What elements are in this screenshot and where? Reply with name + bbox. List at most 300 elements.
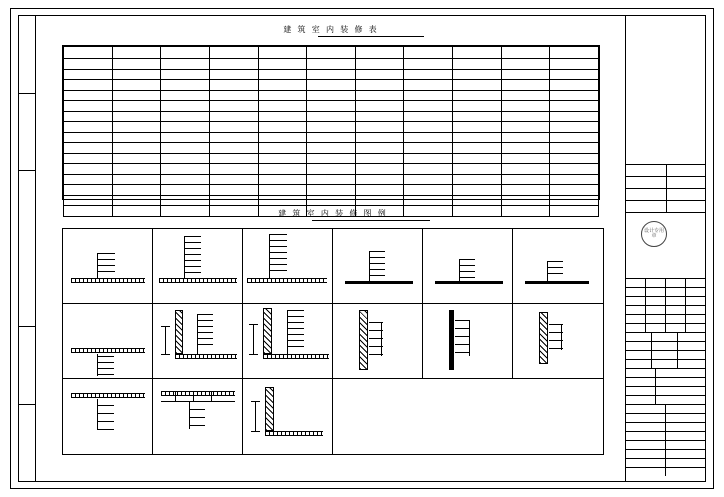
leader-line: [97, 399, 98, 429]
table-header-cell: [209, 47, 258, 59]
leader-line: [459, 259, 475, 260]
table-row: [64, 101, 599, 112]
table-cell: [209, 80, 258, 91]
table-cell: [161, 164, 210, 175]
title-block-cell-divider: [655, 387, 656, 395]
title-block-cell-divider: [665, 315, 666, 323]
table-row: [64, 132, 599, 143]
table-cell: [64, 153, 113, 164]
table-row: [64, 164, 599, 175]
title-block-cell-divider: [665, 423, 666, 431]
leader-line: [369, 354, 383, 355]
table-cell: [64, 164, 113, 175]
table-cell: [404, 101, 453, 112]
title-block-cell-divider: [645, 279, 646, 287]
title-block-cell-divider: [685, 315, 686, 323]
table-cell: [307, 90, 356, 101]
wall-hatch: [265, 387, 274, 431]
leader-line: [369, 330, 383, 331]
title-block-cell-divider: [665, 468, 666, 476]
table-cell: [501, 59, 550, 70]
band-tick: [18, 93, 36, 94]
leader-line: [287, 340, 304, 341]
table-row: [64, 185, 599, 196]
table-cell: [161, 206, 210, 217]
leader-line: [547, 261, 548, 281]
leader-line: [549, 340, 563, 341]
detail-wall-base: [243, 379, 333, 454]
leader-line: [97, 265, 115, 266]
title-block-row: [625, 413, 705, 422]
legend-title-underline: [312, 220, 430, 221]
title-block-cell-divider: [645, 324, 646, 332]
table-cell: [258, 132, 307, 143]
leader-line: [269, 264, 287, 265]
table-cell: [258, 164, 307, 175]
table-cell: [404, 206, 453, 217]
table-cell: [112, 122, 161, 133]
table-header-cell: [258, 47, 307, 59]
title-block-cell-divider: [665, 279, 666, 287]
table-cell: [501, 174, 550, 185]
title-block-cell-divider: [665, 288, 666, 296]
leader-line: [269, 258, 287, 259]
dimension-tick: [249, 354, 258, 355]
title-block-cell-divider: [665, 414, 666, 422]
table-cell: [307, 195, 356, 206]
leader-line: [197, 314, 213, 315]
table-cell: [453, 132, 502, 143]
detail-floor-4: [63, 304, 153, 378]
wall-hatch: [263, 308, 272, 354]
dimension-line: [165, 326, 166, 354]
table-header-cell: [161, 47, 210, 59]
title-block-cell-divider: [655, 369, 656, 377]
table-row: [64, 195, 599, 206]
table-cell: [161, 195, 210, 206]
leader-line: [184, 254, 201, 255]
title-block-row: [625, 422, 705, 431]
table-cell: [550, 69, 599, 80]
leader-line: [561, 324, 562, 350]
leader-line: [369, 322, 383, 323]
title-block-cell-divider: [665, 405, 666, 413]
table-cell: [355, 143, 404, 154]
table-cell: [501, 80, 550, 91]
table-cell: [209, 122, 258, 133]
table-cell: [161, 153, 210, 164]
title-block-row: [625, 287, 705, 296]
leader-line: [469, 320, 470, 356]
dimension-tick: [161, 326, 170, 327]
table-row: [64, 69, 599, 80]
table-cell: [501, 111, 550, 122]
table-cell: [404, 164, 453, 175]
leader-line: [269, 234, 287, 235]
legend-row: [63, 379, 603, 454]
title-block-divider: [626, 200, 706, 201]
table-header-row: [64, 47, 599, 59]
table-cell: [258, 80, 307, 91]
slab-divider: [211, 391, 212, 401]
table-cell: [209, 111, 258, 122]
table-cell: [112, 90, 161, 101]
table-cell: [550, 122, 599, 133]
table-cell: [453, 174, 502, 185]
detail-floor-1: [63, 229, 153, 303]
table-cell: [404, 59, 453, 70]
table-cell: [453, 122, 502, 133]
table-cell: [307, 59, 356, 70]
table-cell: [550, 90, 599, 101]
leader-line: [549, 348, 563, 349]
leader-line: [459, 265, 475, 266]
table-cell: [453, 164, 502, 175]
leader-line: [184, 248, 201, 249]
table-cell: [501, 90, 550, 101]
table-cell: [550, 101, 599, 112]
table-cell: [112, 111, 161, 122]
leader-line: [459, 277, 475, 278]
band-tick: [18, 404, 36, 405]
table-header-cell: [64, 47, 113, 59]
legend-row: [63, 304, 603, 379]
table-cell: [209, 195, 258, 206]
table-cell: [64, 185, 113, 196]
table-cell: [307, 174, 356, 185]
table-cell: [209, 132, 258, 143]
table-cell: [501, 164, 550, 175]
table-cell: [550, 164, 599, 175]
table-row: [64, 90, 599, 101]
leader-line: [189, 417, 205, 418]
table-cell: [258, 101, 307, 112]
table-cell: [161, 59, 210, 70]
leader-line: [287, 346, 304, 347]
leader-line: [197, 338, 213, 339]
slab-hatch: [263, 354, 329, 359]
leader-line: [184, 260, 201, 261]
table-cell: [64, 80, 113, 91]
leader-line: [269, 252, 287, 253]
title-block-row: [625, 332, 705, 341]
table-cell: [355, 122, 404, 133]
slab-hatch: [71, 393, 145, 398]
leader-line: [184, 242, 201, 243]
leader-line: [189, 409, 205, 410]
leader-line: [97, 413, 114, 414]
table-header-cell: [404, 47, 453, 59]
table-cell: [161, 101, 210, 112]
leader-line: [97, 362, 114, 363]
table-cell: [550, 153, 599, 164]
leader-line: [97, 253, 115, 254]
table-cell: [404, 69, 453, 80]
leader-line: [97, 429, 114, 430]
slab-divider: [193, 391, 194, 401]
title-block-divider: [626, 212, 706, 213]
detail-wall-3: [513, 304, 603, 378]
table-cell: [501, 122, 550, 133]
table-cell: [355, 80, 404, 91]
table-cell: [307, 111, 356, 122]
slab-underline: [161, 401, 235, 402]
leader-line: [455, 352, 470, 353]
table-cell: [209, 69, 258, 80]
leader-line: [197, 326, 213, 327]
table-cell: [307, 69, 356, 80]
table-cell: [64, 143, 113, 154]
wall-hatch: [359, 310, 368, 370]
table-cell: [258, 153, 307, 164]
leader-line: [189, 425, 205, 426]
slab-hatch: [71, 278, 145, 283]
title-block-cell-divider: [645, 288, 646, 296]
schedule-title: 建 筑 室 内 装 修 表: [283, 25, 379, 34]
slab-hatch: [175, 354, 237, 359]
table-cell: [404, 122, 453, 133]
table-cell: [64, 174, 113, 185]
title-block-lower-grid: [625, 278, 705, 476]
leader-line: [455, 328, 470, 329]
table-cell: [112, 174, 161, 185]
table-cell: [112, 195, 161, 206]
table-cell: [453, 195, 502, 206]
table-cell: [501, 185, 550, 196]
table-cell: [404, 174, 453, 185]
leader-line: [369, 251, 370, 281]
dimension-line: [255, 401, 256, 431]
title-block-cell-divider: [685, 306, 686, 314]
table-cell: [355, 185, 404, 196]
title-block-cell-divider: [677, 342, 678, 350]
table-cell: [550, 206, 599, 217]
slab-solid: [345, 281, 413, 284]
table-cell: [209, 59, 258, 70]
table-row: [64, 80, 599, 91]
leader-line: [269, 240, 287, 241]
table-cell: [404, 80, 453, 91]
table-cell: [258, 206, 307, 217]
table-cell: [307, 80, 356, 91]
table-cell: [404, 153, 453, 164]
table-cell: [161, 143, 210, 154]
band-tick: [18, 170, 36, 171]
detail-ceiling-3: [513, 229, 603, 303]
table-cell: [453, 111, 502, 122]
dimension-tick: [251, 401, 260, 402]
title-block-cell-divider: [645, 297, 646, 305]
leader-line: [97, 259, 115, 260]
wall-hatch: [175, 310, 183, 354]
table-cell: [404, 185, 453, 196]
title-block-cell-divider: [651, 351, 652, 359]
leader-line: [97, 356, 114, 357]
table-cell: [550, 111, 599, 122]
table-cell: [307, 132, 356, 143]
schedule-title-underline: [318, 36, 424, 37]
dimension-tick: [161, 354, 170, 355]
slab-solid: [525, 281, 589, 284]
detail-floor-2: [153, 229, 243, 303]
leader-line: [549, 332, 563, 333]
table-cell: [307, 164, 356, 175]
table-cell: [64, 101, 113, 112]
detail-ceiling-1: [333, 229, 423, 303]
title-block-row: [625, 395, 705, 404]
table-cell: [355, 90, 404, 101]
title-block-row: [625, 305, 705, 314]
table-cell: [355, 206, 404, 217]
leader-line: [369, 346, 383, 347]
title-block-cell-divider: [651, 342, 652, 350]
table-cell: [453, 59, 502, 70]
table-cell: [209, 206, 258, 217]
table-cell: [307, 185, 356, 196]
title-block-row: [625, 386, 705, 395]
title-block-row: [625, 350, 705, 359]
table-cell: [258, 111, 307, 122]
title-block-cell-divider: [677, 360, 678, 368]
table-cell: [258, 174, 307, 185]
leader-line: [184, 266, 201, 267]
title-block-row: [625, 296, 705, 305]
table-cell: [112, 143, 161, 154]
table-cell: [307, 206, 356, 217]
title-block-cell-divider: [645, 306, 646, 314]
table-cell: [501, 195, 550, 206]
table-cell: [453, 185, 502, 196]
leader-line: [197, 332, 213, 333]
title-block-cell-divider: [685, 297, 686, 305]
wall-hatch: [539, 312, 548, 364]
title-block-cell-divider: [655, 378, 656, 386]
table-cell: [453, 80, 502, 91]
table-cell: [404, 132, 453, 143]
title-block-divider: [626, 176, 706, 177]
title-block-cell-divider: [645, 315, 646, 323]
table-cell: [161, 111, 210, 122]
leader-line: [455, 336, 470, 337]
table-cell: [501, 69, 550, 80]
detail-slab-2: [153, 379, 243, 454]
table-cell: [453, 101, 502, 112]
leader-line: [369, 338, 383, 339]
title-block-cell-divider: [677, 333, 678, 341]
title-block-row: [625, 467, 705, 476]
detail-wall-floor-2: [243, 304, 333, 378]
slab-hatch: [159, 278, 237, 283]
slab-hatch: [247, 278, 327, 283]
table-cell: [258, 122, 307, 133]
table-cell: [64, 69, 113, 80]
table-row: [64, 174, 599, 185]
title-block-row: [625, 449, 705, 458]
leader-line: [97, 374, 114, 375]
table-cell: [112, 164, 161, 175]
table-cell: [209, 90, 258, 101]
table-cell: [355, 69, 404, 80]
title-block-cell-divider: [685, 279, 686, 287]
table-row: [64, 206, 599, 217]
leader-line: [97, 368, 114, 369]
slab-divider: [175, 391, 176, 401]
table-cell: [550, 132, 599, 143]
leader-line: [369, 263, 385, 264]
table-cell: [112, 185, 161, 196]
leader-line: [369, 257, 385, 258]
table-cell: [453, 143, 502, 154]
table-cell: [501, 143, 550, 154]
table-cell: [355, 132, 404, 143]
table-cell: [64, 132, 113, 143]
table-cell: [550, 80, 599, 91]
detail-slab-1: [63, 379, 153, 454]
table-header-cell: [550, 47, 599, 59]
title-block-cell-divider: [685, 324, 686, 332]
title-block-cell-divider: [651, 333, 652, 341]
wall-solid: [449, 310, 454, 370]
table-cell: [209, 101, 258, 112]
leader-line: [369, 251, 385, 252]
table-cell: [307, 122, 356, 133]
table-cell: [64, 195, 113, 206]
table-cell: [550, 174, 599, 185]
legend-title: 建 筑 室 内 装 修 图 例: [278, 209, 388, 218]
table-header-cell: [501, 47, 550, 59]
legend-row: [63, 229, 603, 304]
table-cell: [404, 90, 453, 101]
slab-hatch: [161, 391, 235, 396]
table-cell: [112, 80, 161, 91]
table-row: [64, 59, 599, 70]
leader-line: [97, 421, 114, 422]
leader-line: [184, 236, 201, 237]
leader-line: [287, 328, 304, 329]
sheet-left-margin-band: [18, 15, 36, 482]
table-cell: [550, 185, 599, 196]
leader-line: [269, 270, 287, 271]
table-cell: [501, 206, 550, 217]
table-cell: [501, 101, 550, 112]
table-cell: [161, 174, 210, 185]
table-row: [64, 153, 599, 164]
table-header-cell: [307, 47, 356, 59]
table-cell: [404, 195, 453, 206]
title-block-row: [625, 341, 705, 350]
table-header-cell: [355, 47, 404, 59]
design-seal-stamp: 设计专用章: [641, 221, 667, 247]
table-cell: [64, 111, 113, 122]
table-cell: [112, 59, 161, 70]
leader-line: [197, 344, 213, 345]
leader-line: [547, 267, 563, 268]
table-cell: [550, 143, 599, 154]
table-row: [64, 143, 599, 154]
table-header-cell: [453, 47, 502, 59]
table-cell: [161, 80, 210, 91]
table-cell: [209, 143, 258, 154]
leader-line: [97, 271, 115, 272]
table-cell: [355, 111, 404, 122]
leader-line: [97, 354, 98, 376]
table-row: [64, 122, 599, 133]
table-cell: [258, 143, 307, 154]
leader-line: [287, 334, 304, 335]
title-block-cell-divider: [665, 297, 666, 305]
table-cell: [161, 90, 210, 101]
leader-line: [381, 322, 382, 356]
